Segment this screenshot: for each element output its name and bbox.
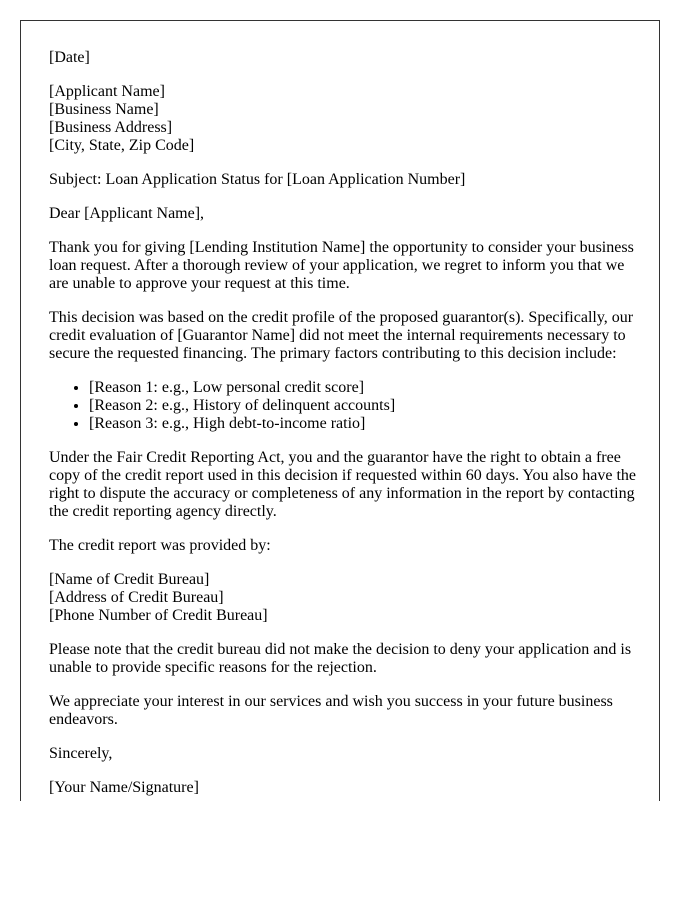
letter-body bbox=[49, 49, 639, 801]
recipient-city-state-zip: [City, State, Zip Code] bbox=[49, 137, 195, 154]
letter-salutation: Dear [Applicant Name], bbox=[49, 205, 205, 222]
recipient-block bbox=[49, 83, 639, 155]
paragraph-intro: Thank you for giving [Lending Institution Name] the opportunity to consider your business loan request. After a thorough review of your application, we regret to inform you that we are unable to approve your request at this time. bbox=[49, 239, 634, 292]
reason-item: • [Reason 2: e.g., History of delinquent accounts] bbox=[89, 397, 639, 415]
reasons-list bbox=[49, 379, 639, 433]
reason-item: • [Reason 1: e.g., Low personal credit score] bbox=[89, 379, 639, 397]
bureau-address: [Address of Credit Bureau] bbox=[49, 589, 224, 606]
recipient-business: [Business Name] bbox=[49, 101, 159, 118]
paragraph-decision: This decision was based on the credit profile of the proposed guarantor(s). Specifically, our credit evaluation of [Guarantor Name] did not meet the internal requirements necessary to secure the requested financing. The primary factors contributing to this decision include: bbox=[49, 309, 634, 362]
recipient-name: [Applicant Name] bbox=[49, 83, 165, 100]
letter-page bbox=[20, 20, 660, 801]
bureau-block bbox=[49, 571, 639, 625]
paragraph-bureau-note: Please note that the credit bureau did not make the decision to deny your application and is unable to provide specific reasons for the rejection. bbox=[49, 641, 632, 676]
paragraph-fcra: Under the Fair Credit Reporting Act, you and the guarantor have the right to obtain a free copy of the credit report used in this decision if requested within 60 days. You also have the right to dispute the accuracy or completeness of any information in the report by contacting the credit reporting agency directly. bbox=[49, 449, 636, 520]
recipient-address: [Business Address] bbox=[49, 119, 173, 136]
bureau-phone: [Phone Number of Credit Bureau] bbox=[49, 607, 268, 624]
letter-closing: Sincerely, bbox=[49, 745, 113, 762]
paragraph-closing: We appreciate your interest in our services and wish you success in your future business endeavors. bbox=[49, 693, 613, 728]
letter-subject: Subject: Loan Application Status for [Loan Application Number] bbox=[49, 171, 466, 188]
reason-item: • [Reason 3: e.g., High debt-to-income ratio] bbox=[89, 415, 639, 433]
letter-date: [Date] bbox=[49, 49, 90, 66]
bureau-name: [Name of Credit Bureau] bbox=[49, 571, 210, 588]
bureau-intro: The credit report was provided by: bbox=[49, 537, 271, 554]
letter-signature: [Your Name/Signature] bbox=[49, 779, 199, 796]
